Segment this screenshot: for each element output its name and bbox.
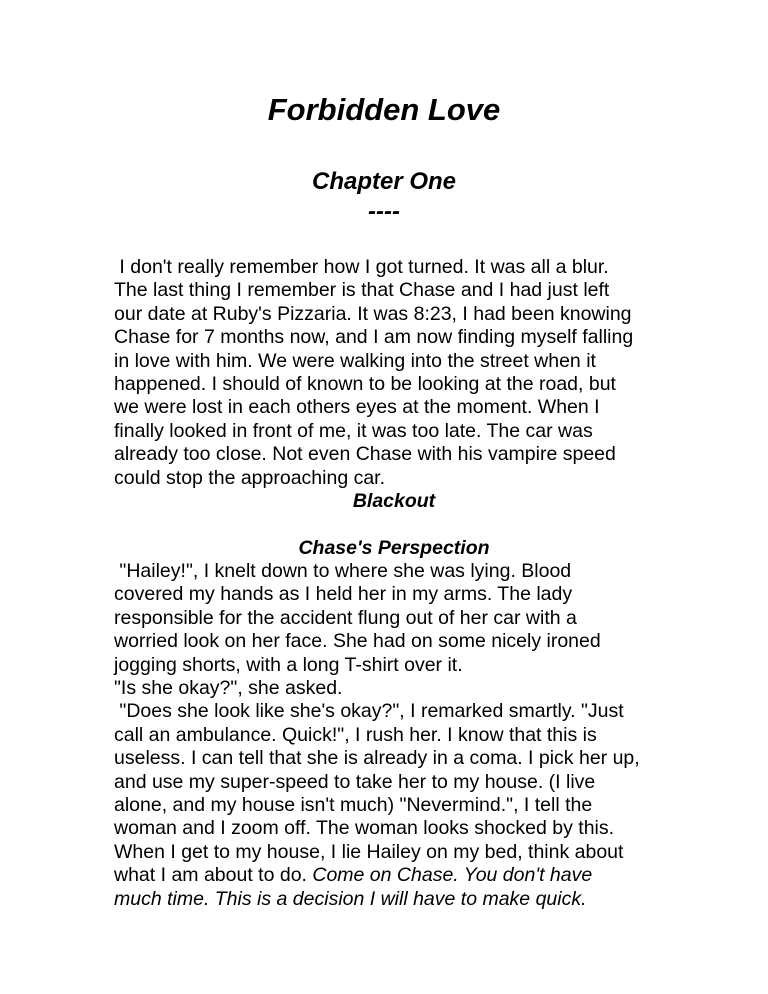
text-line: covered my hands as I held her in my arms. The lady — [114, 583, 573, 606]
perspection-heading: Chase's Perspection — [298, 536, 490, 559]
text-line: "Is she okay?", she asked. — [114, 677, 343, 700]
italic-thought: much time. This is a decision I will have to make quick. — [114, 887, 587, 910]
text-line: in love with him. We were walking into the street when it — [114, 349, 596, 372]
paragraph-2 — [114, 560, 674, 911]
text-line: could stop the approaching car. — [114, 466, 386, 489]
text-line: we were lost in each others eyes at the moment. When I — [114, 396, 600, 419]
text-line: alone, and my house isn't much) "Nevermind.", I tell the — [114, 793, 593, 816]
text-line: "Does she look like she's okay?", I remarked smartly. "Just — [114, 700, 624, 723]
text-line: and use my super-speed to take her to my house. (I live — [114, 770, 596, 793]
blackout-heading: Blackout — [352, 489, 436, 512]
text-line: finally looked in front of me, it was too late. The car was — [114, 419, 593, 442]
text-line: responsible for the accident flung out of her car with a — [114, 606, 577, 629]
text-line: When I get to my house, I lie Hailey on my bed, think about — [114, 840, 624, 863]
text-segment: what I am about to do. — [114, 864, 313, 887]
chapter-heading: Chapter One — [311, 168, 457, 195]
text-line: call an ambulance. Quick!", I rush her. I know that this is — [114, 723, 597, 746]
text-line: "Hailey!", I knelt down to where she was lying. Blood — [114, 560, 572, 583]
text-line: woman and I zoom off. The woman looks shocked by this. — [114, 817, 615, 840]
text-line: useless. I can tell that she is already in a coma. I pick her up, — [114, 747, 640, 770]
text-line: I don't really remember how I got turned. It was all a blur. — [114, 256, 609, 278]
blank-line — [114, 513, 674, 536]
text-line: our date at Ruby's Pizzaria. It was 8:23, I had been knowing — [114, 302, 632, 325]
text-line-mixed — [114, 864, 674, 887]
italic-thought: Come on Chase. You don't have — [312, 864, 593, 887]
text-line: The last thing I remember is that Chase and I had just left — [114, 279, 610, 302]
document-title: Forbidden Love — [267, 92, 501, 127]
text-line: jogging shorts, with a long T-shirt over it. — [114, 653, 463, 676]
text-line: happened. I should of known to be looking at the road, but — [114, 372, 616, 395]
text-line: Chase for 7 months now, and I am now finding myself falling — [114, 326, 634, 349]
text-line: worried look on her face. She had on some nicely ironed — [114, 630, 601, 653]
chapter-divider: ---- — [368, 198, 400, 225]
text-line: already too close. Not even Chase with his vampire speed — [114, 443, 616, 466]
paragraph-1 — [114, 256, 674, 490]
story-body — [114, 256, 674, 911]
